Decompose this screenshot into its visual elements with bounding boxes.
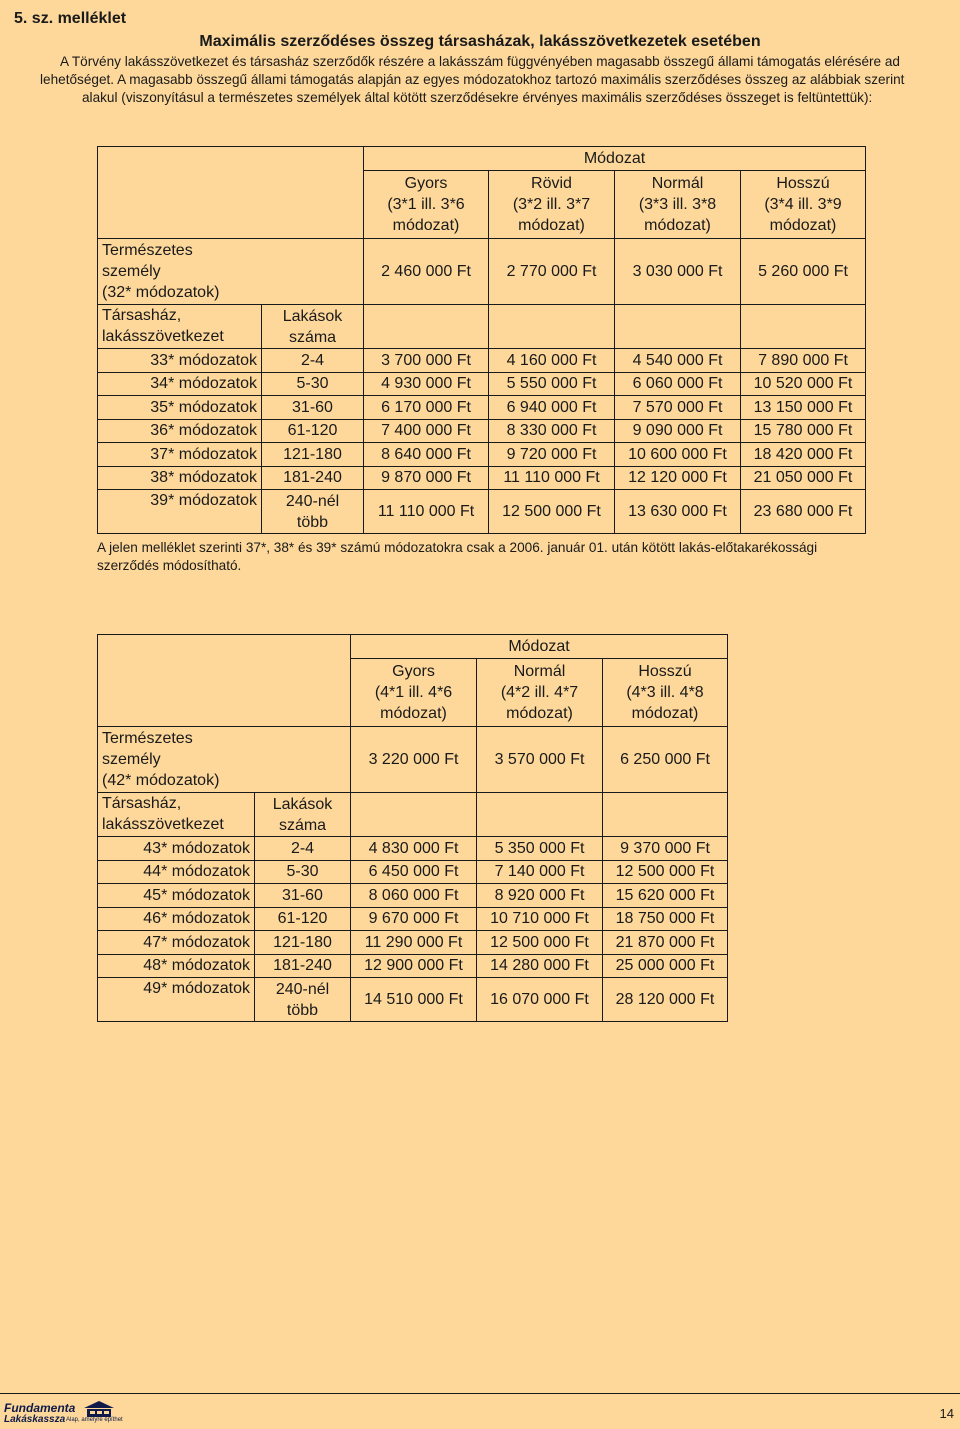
value-cell: 9 670 000 Ft [351, 907, 477, 931]
row-label: 49* módozatok [98, 978, 255, 1022]
page-number: 14 [939, 1406, 954, 1421]
value-cell: 4 540 000 Ft [615, 349, 741, 373]
flats-header [262, 305, 364, 349]
col-header-hosszu [741, 171, 866, 239]
value-cell: 12 500 000 Ft [489, 490, 615, 534]
value-cell: 10 710 000 Ft [477, 907, 603, 931]
value-cell: 8 920 000 Ft [477, 884, 603, 908]
value-cell: 28 120 000 Ft [603, 978, 728, 1022]
value-cell: 11 110 000 Ft [489, 466, 615, 490]
col-name: Normál [651, 175, 704, 192]
value-cell: 13 630 000 Ft [615, 490, 741, 534]
flats-cell: 31-60 [255, 884, 351, 908]
table-row [98, 837, 728, 861]
value-cell: 15 780 000 Ft [741, 419, 866, 443]
table-row [98, 466, 866, 490]
house-logo-icon [84, 1401, 114, 1417]
value-cell: 9 370 000 Ft [603, 837, 728, 861]
page-title: Maximális szerződéses összeg társasházak, lakásszövetkezetek esetében [199, 33, 761, 50]
row-label: 48* módozatok [98, 954, 255, 978]
table-row [98, 349, 866, 373]
flats-l1: 240-nél [285, 492, 340, 510]
flats-cell: 2-4 [262, 349, 364, 373]
flats-l1: Lakások [272, 795, 333, 813]
value-cell: 6 940 000 Ft [489, 396, 615, 420]
flats-cell: 31-60 [262, 396, 364, 420]
modozat-header: Módozat [364, 147, 866, 171]
coop-l1: Társasház, [102, 795, 182, 812]
col-name: Hosszú [638, 663, 692, 680]
note-line-2: szerződés módosítható. [97, 558, 242, 573]
modozat-header: Módozat [351, 635, 728, 659]
value-cell: 13 150 000 Ft [741, 396, 866, 420]
col-suffix: módozat) [769, 217, 837, 234]
natural-l2: személy [102, 751, 161, 768]
empty-cell [741, 305, 866, 349]
col-header-gyors [364, 171, 489, 239]
coop-l2: lakásszövetkezet [102, 328, 224, 345]
flats-cell: 61-120 [255, 907, 351, 931]
flats-cell: 181-240 [262, 466, 364, 490]
row-label: 33* módozatok [98, 349, 262, 373]
value-cell: 8 640 000 Ft [364, 443, 489, 467]
empty-cell [489, 305, 615, 349]
value-cell: 7 570 000 Ft [615, 396, 741, 420]
value-cell: 11 290 000 Ft [351, 931, 477, 955]
row-label: 34* módozatok [98, 372, 262, 396]
table-row [98, 907, 728, 931]
value-cell: 7 890 000 Ft [741, 349, 866, 373]
value-cell: 21 050 000 Ft [741, 466, 866, 490]
table-3-series [97, 146, 866, 534]
value-cell: 16 070 000 Ft [477, 978, 603, 1022]
value-cell: 6 060 000 Ft [615, 372, 741, 396]
row-label: 44* módozatok [98, 860, 255, 884]
annex-label: 5. sz. melléklet [14, 10, 127, 27]
natural-l3: (42* módozatok) [102, 772, 220, 789]
table-row [98, 490, 866, 534]
value-cell: 8 060 000 Ft [351, 884, 477, 908]
table-row [98, 860, 728, 884]
col-code: (3*1 ill. 3*6 [387, 196, 465, 213]
row-label: 45* módozatok [98, 884, 255, 908]
flats-cell: 5-30 [262, 372, 364, 396]
flats-l2: száma [288, 328, 337, 346]
col-suffix: módozat) [506, 705, 573, 722]
intro-line-1: A Törvény lakásszövetkezet és társasház szerződők részére a lakásszám függvényében magasabb összegű állami támogatás elérésére ad [60, 54, 900, 69]
footer-divider [0, 1393, 960, 1394]
brand-name-line1: Fundamenta [4, 1401, 76, 1415]
value-cell: 8 330 000 Ft [489, 419, 615, 443]
col-name: Gyors [404, 175, 448, 192]
value-cell: 6 450 000 Ft [351, 860, 477, 884]
empty-cell [603, 793, 728, 837]
natural-person-label [98, 727, 351, 793]
value-cell: 10 520 000 Ft [741, 372, 866, 396]
value-cell: 9 870 000 Ft [364, 466, 489, 490]
row-label: 39* módozatok [98, 490, 262, 534]
value-cell: 12 500 000 Ft [603, 860, 728, 884]
empty-cell [477, 793, 603, 837]
col-code: (3*2 ill. 3*7 [512, 196, 591, 213]
col-header-hosszu [603, 659, 728, 727]
value-cell: 12 900 000 Ft [351, 954, 477, 978]
flats-cell: 2-4 [255, 837, 351, 861]
value-cell: 4 930 000 Ft [364, 372, 489, 396]
col-code: (4*1 ill. 4*6 [374, 684, 453, 701]
intro-line-3: alakul (viszonyításul a természetes személyek által kötött szerződésekre érvényes maximális szerződéses összeget is feltüntettük): [82, 90, 873, 105]
table-row [98, 978, 728, 1022]
col-header-rovid [489, 171, 615, 239]
natural-l3: (32* módozatok) [102, 284, 220, 301]
flats-cell: 5-30 [255, 860, 351, 884]
row-label: 38* módozatok [98, 466, 262, 490]
brand-logo [4, 1401, 123, 1427]
value-cell: 2 770 000 Ft [489, 239, 615, 305]
flats-l1: 240-nél [275, 980, 330, 998]
value-cell: 25 000 000 Ft [603, 954, 728, 978]
corner-cell [98, 635, 351, 727]
col-name: Normál [513, 663, 566, 680]
col-header-normal [477, 659, 603, 727]
value-cell: 23 680 000 Ft [741, 490, 866, 534]
natural-l1: Természetes [102, 730, 193, 747]
coop-label [98, 305, 262, 349]
value-cell: 18 420 000 Ft [741, 443, 866, 467]
value-cell: 2 460 000 Ft [364, 239, 489, 305]
table-row [98, 372, 866, 396]
row-label: 43* módozatok [98, 837, 255, 861]
row-label: 36* módozatok [98, 419, 262, 443]
value-cell: 9 720 000 Ft [489, 443, 615, 467]
col-code: (4*2 ill. 4*7 [500, 684, 579, 701]
value-cell: 12 120 000 Ft [615, 466, 741, 490]
value-cell: 3 700 000 Ft [364, 349, 489, 373]
col-suffix: módozat) [518, 217, 585, 234]
value-cell: 21 870 000 Ft [603, 931, 728, 955]
note-line-1: A jelen melléklet szerinti 37*, 38* és 39* számú módozatokra csak a 2006. január 01. után kötött lakás-előtakarékossági [97, 540, 818, 555]
value-cell: 6 250 000 Ft [603, 727, 728, 793]
col-suffix: módozat) [392, 217, 460, 234]
table-row [98, 884, 728, 908]
flats-l1: Lakások [282, 307, 343, 325]
value-cell: 5 550 000 Ft [489, 372, 615, 396]
footnote [97, 539, 877, 575]
value-cell: 10 600 000 Ft [615, 443, 741, 467]
flats-cell: 61-120 [262, 419, 364, 443]
value-cell: 12 500 000 Ft [477, 931, 603, 955]
row-label: 35* módozatok [98, 396, 262, 420]
value-cell: 14 510 000 Ft [351, 978, 477, 1022]
value-cell: 3 030 000 Ft [615, 239, 741, 305]
table-4-series [97, 634, 728, 1022]
col-header-gyors [351, 659, 477, 727]
flats-header [255, 793, 351, 837]
value-cell: 5 350 000 Ft [477, 837, 603, 861]
flats-l2: több [296, 513, 329, 531]
value-cell: 3 570 000 Ft [477, 727, 603, 793]
flats-cell [255, 978, 351, 1022]
value-cell: 9 090 000 Ft [615, 419, 741, 443]
col-code: (3*4 ill. 3*9 [764, 196, 842, 213]
value-cell: 7 400 000 Ft [364, 419, 489, 443]
row-label: 47* módozatok [98, 931, 255, 955]
col-code: (3*3 ill. 3*8 [638, 196, 717, 213]
empty-cell [351, 793, 477, 837]
value-cell: 7 140 000 Ft [477, 860, 603, 884]
coop-label [98, 793, 255, 837]
col-suffix: módozat) [380, 705, 447, 722]
flats-cell: 121-180 [255, 931, 351, 955]
flats-cell [262, 490, 364, 534]
row-label: 37* módozatok [98, 443, 262, 467]
value-cell: 11 110 000 Ft [364, 490, 489, 534]
value-cell: 14 280 000 Ft [477, 954, 603, 978]
value-cell: 4 830 000 Ft [351, 837, 477, 861]
value-cell: 5 260 000 Ft [741, 239, 866, 305]
natural-l2: személy [102, 263, 161, 280]
col-name: Gyors [392, 663, 435, 680]
intro-line-2: lehetőséget. A magasabb összegű állami támogatás alapján az egyes módozatokhoz tartozó maximális szerződéses összeg az alábbiak szerint [40, 72, 905, 87]
flats-l2: több [286, 1001, 319, 1019]
table-row [98, 419, 866, 443]
col-suffix: módozat) [644, 217, 711, 234]
table-row [98, 443, 866, 467]
col-name: Hosszú [776, 175, 830, 192]
value-cell: 4 160 000 Ft [489, 349, 615, 373]
value-cell: 3 220 000 Ft [351, 727, 477, 793]
flats-l2: száma [278, 816, 327, 834]
corner-cell [98, 147, 364, 239]
intro-paragraph [40, 53, 942, 107]
empty-cell [615, 305, 741, 349]
value-cell: 18 750 000 Ft [603, 907, 728, 931]
flats-cell: 121-180 [262, 443, 364, 467]
col-name: Rövid [531, 175, 572, 192]
natural-person-label [98, 239, 364, 305]
row-label: 46* módozatok [98, 907, 255, 931]
value-cell: 15 620 000 Ft [603, 884, 728, 908]
value-cell: 6 170 000 Ft [364, 396, 489, 420]
flats-cell: 181-240 [255, 954, 351, 978]
brand-slogan: Alap, amelyre építhet [66, 1417, 123, 1423]
col-suffix: módozat) [631, 705, 699, 722]
empty-cell [364, 305, 489, 349]
col-header-normal [615, 171, 741, 239]
table-row [98, 954, 728, 978]
coop-l1: Társasház, [102, 307, 182, 324]
natural-l1: Természetes [102, 242, 193, 259]
col-code: (4*3 ill. 4*8 [626, 684, 704, 701]
table-row [98, 931, 728, 955]
coop-l2: lakásszövetkezet [102, 816, 224, 833]
brand-name-line2: Lakáskassza [4, 1414, 66, 1425]
table-row [98, 396, 866, 420]
